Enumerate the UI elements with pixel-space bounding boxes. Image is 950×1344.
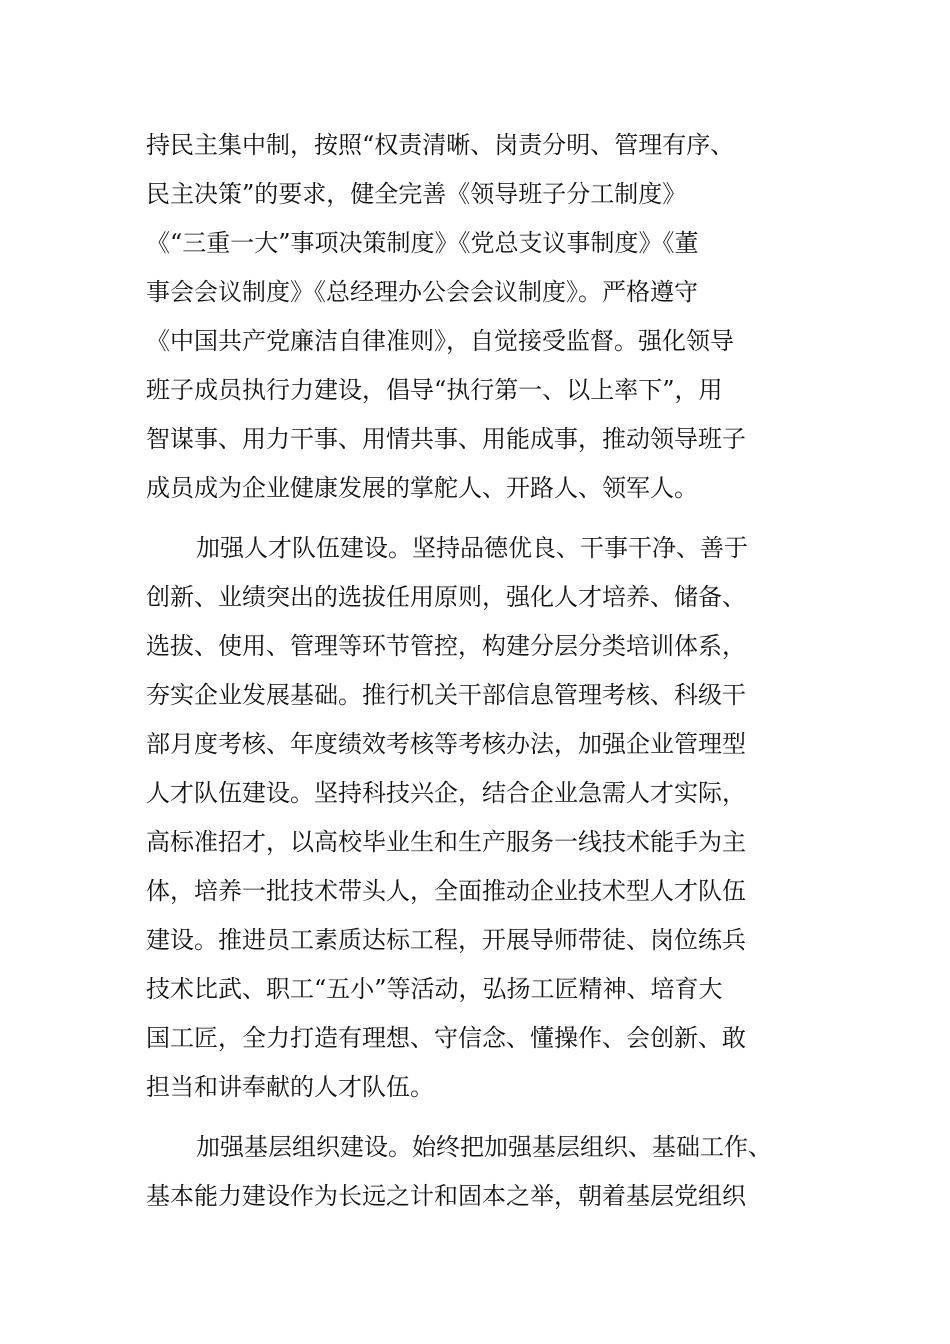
text-line: 《中国共产党廉洁自律准则》，自觉接受监督。强化领导 [146,327,734,355]
text-line: 担当和讲奉献的人才队伍。 [146,1073,434,1101]
text-line: 选拔、使用、管理等环节管控，构建分层分类培训体系， [146,632,746,660]
text-line: 建设。推进员工素质达标工程，开展导师带徒、岗位练兵 [146,926,746,954]
text-line: 创新、业绩突出的选拔任用原则，强化人才培养、储备、 [146,583,746,611]
text-line: 人才队伍建设。坚持科技兴企，结合企业急需人才实际， [146,779,746,807]
text-line: 《“三重一大”事项决策制度》《党总支议事制度》《董 [146,229,699,257]
text-line: 基本能力建设作为长远之计和固本之举，朝着基层党组织 [146,1182,746,1210]
paragraph-first-line: 加强人才队伍建设。坚持品德优良、干事干净、善于 [196,534,748,562]
text-line: 高标准招才，以高校毕业生和生产服务一线技术能手为主 [146,828,746,856]
text-line: 技术比武、职工“五小”等活动，弘扬工匠精神、培育大 [146,975,723,1003]
text-line: 部月度考核、年度绩效考核等考核办法，加强企业管理型 [146,730,746,758]
text-line: 国工匠，全力打造有理想、守信念、懂操作、会创新、敢 [146,1024,746,1052]
text-line: 智谋事、用力干事、用情共事、用能成事，推动领导班子 [146,425,746,453]
text-line: 体，培养一批技术带头人，全面推动企业技术型人才队伍 [146,877,746,905]
text-line: 成员成为企业健康发展的掌舵人、开路人、领军人。 [146,474,698,502]
text-line: 班子成员执行力建设，倡导“执行第一、以上率下”，用 [146,376,723,404]
text-line: 持民主集中制，按照“权责清晰、岗责分明、管理有序、 [146,131,735,159]
text-line: 事会会议制度》《总经理办公会会议制度》。严格遵守 [146,278,698,306]
text-line: 民主决策”的要求，健全完善《领导班子分工制度》 [146,180,687,208]
paragraph-first-line: 加强基层组织建设。始终把加强基层组织、基础工作、 [196,1133,772,1161]
text-line: 夯实企业发展基础。推行机关干部信息管理考核、科级干 [146,681,746,709]
